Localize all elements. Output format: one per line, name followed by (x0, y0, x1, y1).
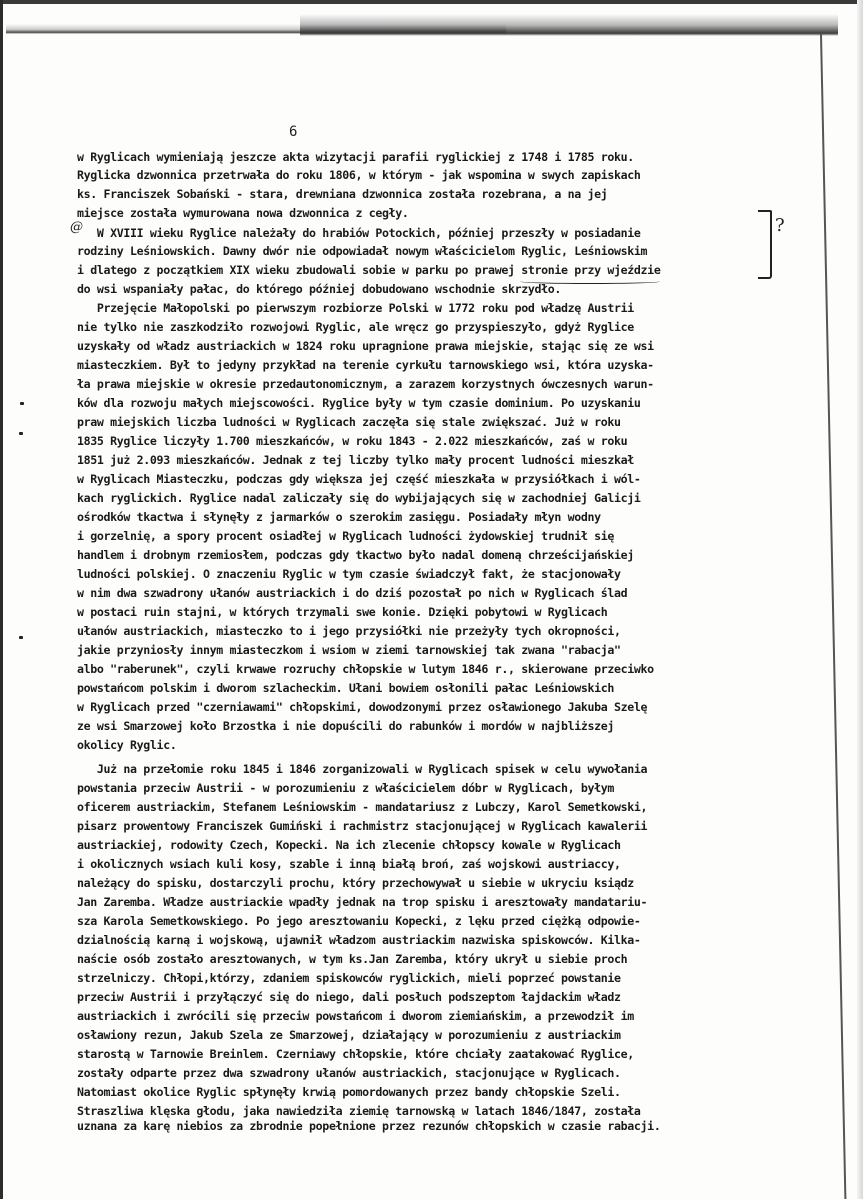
text-line: starostą w Tarnowie Breinlem. Czerniawy chłopskie, które chciały zaatakować Ryglice, (77, 1047, 634, 1061)
scan-right-shadow (857, 0, 863, 1199)
text-line: powstania przeciw Austrii - w porozumieniu z właścicielem dóbr w Ryglicach, byłym (77, 781, 615, 795)
text-line: Ryglicka dzwonnica przetrwała do roku 1806, w którym - jak wspomina w swych zapiskach (77, 168, 641, 182)
text-line: 1851 już 2.093 mieszkańców. Jednak z tej liczby tylko mały procent ludności mieszkał (77, 453, 634, 467)
text-line: ków dla rozwoju małych miejscowości. Ryglice były w tym czasie dominium. Po uzyskaniu (77, 396, 641, 410)
text-line: 1835 Ryglice liczyły 1.700 mieszkańców, w roku 1843 - 2.022 mieszkańców, zaś w roku (77, 434, 628, 448)
text-line: okolicy Ryglic. (77, 738, 177, 752)
punch-hole-mark (19, 432, 23, 435)
text-line: należący do spisku, dostarczyli prochu, który przechowywał u siebie w ukryciu ksiądz (77, 876, 634, 890)
text-line: sza Karola Semetkowskiego. Po jego aresztowaniu Kopecki, z lęku przed ciężką odpowie- (77, 914, 641, 928)
text-line: w Ryglicach przed "czerniawami" chłopskimi, dowodzonymi przez osławionego Jakuba Szelę (77, 700, 648, 714)
punch-hole-mark (19, 636, 23, 639)
text-line: Już na przełomie roku 1845 i 1846 zorganizowali w Ryglicach spisek w celu wywołania (77, 762, 648, 776)
text-line: powstańcom polskim i dworom szlacheckim. Ułani bowiem osłonili pałac Leśniowskich (77, 681, 615, 695)
text-line: praw miejskich liczba ludności w Ryglicach zaczęła się stale zwiększać. Już w roku (77, 415, 621, 429)
text-line: naście osób zostało aresztowanych, w tym ks.Jan Zaremba, który ukrył u siebie proch (77, 952, 628, 966)
text-line: ze wsi Smarzowej koło Brzostka i nie dopuścili do rabunków i mordów w najbliższej (77, 719, 615, 733)
margin-bracket-annotation (758, 210, 772, 279)
text-line: zostały odparte przez dwa szwadrony ułanów austriackich, stacjonujące w Ryglicach. (77, 1066, 621, 1080)
text-line: ośrodków tkactwa i słynęły z jarmarków o szerokim zasięgu. Posiadały młyn wodny (77, 510, 601, 524)
text-line: dzialnością karną i wojskową, ujawnił władzom austriackim nazwiska spiskowców. Kilka- (77, 933, 641, 947)
text-line: w nim dwa szwadrony ułanów austriackich i do dziś pozostał po nich w Ryglicach ślad (77, 586, 628, 600)
text-line: uzyskały od władz austriackich w 1824 roku upragnione prawa miejskie, stając się ze wsi (77, 339, 654, 353)
right-margin-rule (820, 34, 846, 1199)
text-line: Natomiast okolice Ryglic spłynęły krwią pomordowanych przez bandy chłopskie Szeli. (77, 1085, 621, 1099)
punch-hole-mark (20, 402, 24, 405)
margin-annotation-left: @ (70, 220, 83, 235)
text-line: ułanów austriackich, miasteczko to i jego przysiółki nie przeżyły tych okropności, (77, 624, 621, 638)
text-line: jakie przyniosły innym miasteczkom i wsiom w ziemi tarnowskiej tak zwana "rabacja" (77, 643, 621, 657)
text-line: i gorzelnię, a spory procent osiadłej w Ryglicach ludności żydowskiej trudnił się (77, 529, 615, 543)
text-line: uznana za karę niebios za zbrodnie popełnione przez rezunów chłopskich w czasie rabacji. (77, 1119, 661, 1133)
text-line: i okolicznych wsiach kuli kosy, szable i inną białą broń, zaś wojskowi austriaccy, (77, 857, 621, 871)
text-line: pisarz prowentowy Franciszek Gumiński i rachmistrz stacjonującej w Ryglicach kawalerii (77, 819, 648, 833)
margin-question-mark: ? (775, 215, 785, 236)
text-line: ła prawa miejskie w okresie przedautonomicznym, a zarazem korzystnych ówczesnych warun- (77, 377, 654, 391)
text-line: rodziny Leśniowskich. Dawny dwór nie odpowiadał nowym właścicielom Ryglic, Leśniowskim (77, 244, 648, 258)
text-line: ludności polskiej. O znaczeniu Ryglic w tym czasie świadczył fakt, że stacjonowały (77, 567, 621, 581)
text-line: kach ryglickich. Ryglice nadal zaliczały się do wybijających się w zachodniej Galicji (77, 491, 641, 505)
text-line: w postaci ruin stajni, w których trzymali swe konie. Dzięki pobytowi w Ryglicach (77, 605, 608, 619)
text-line: nie tylko nie zaszkodziło rozwojowi Ryglic, ale wręcz go przyspieszyło, gdyż Ryglice (77, 320, 634, 334)
text-line: przeciw Austrii i przyłączyć się do niego, dali posłuch podszeptom łajdackim władz (77, 990, 621, 1004)
text-line: Jan Zaremba. Władze austriackie wpadły jednak na trop spisku i aresztowały mandatariu- (77, 895, 648, 909)
scan-top-border (0, 0, 863, 4)
text-line: handlem i drobnym rzemiosłem, podczas gdy tkactwo było nadal domeną chrześcijańskiej (77, 548, 634, 562)
text-line: albo "raberunek", czyli krwawe rozruchy chłopskie w lutym 1846 r., skierowane przeciwko (77, 662, 654, 676)
paper-top-edge-shadow (300, 14, 838, 36)
text-line: Straszliwa klęska głodu, jaka nawiedziła ziemię tarnowską w latach 1846/1847, została (77, 1104, 641, 1118)
text-line: w Ryglicach wymieniają jeszcze akta wizytacji parafii ryglickiej z 1748 i 1785 roku. (77, 150, 634, 164)
text-line: ks. Franciszek Sobański - stara, drewniana dzwonnica została rozebrana, a na jej (77, 187, 608, 201)
text-line: do wsi wspaniały pałac, do którego później dobudowano wschodnie skrzydło. (77, 282, 561, 296)
text-line: W XVIII wieku Ryglice należały do hrabiów Potockich, później przeszły w posiadanie (77, 226, 641, 240)
text-line: Przejęcie Małopolski po pierwszym rozbiorze Polski w 1772 roku pod władzę Austrii (77, 301, 634, 315)
text-line: austriackich i zwrócili się przeciw powstańcom i dworom ziemiańskim, a przewodził im (77, 1009, 634, 1023)
text-line: osławiony rezun, Jakub Szela ze Smarzowej, działający w porozumieniu z austriackim (77, 1028, 621, 1042)
text-line: w Ryglicach Miasteczku, podczas gdy większa jej część mieszkała w przysiółkach i wól- (77, 472, 641, 486)
text-line: oficerem austriackim, Stefanem Leśniowskim - mandatariusz z Lubczy, Karol Semetkowski, (77, 800, 648, 814)
scan-left-border (0, 0, 3, 1199)
text-line: austriackiej, rodowity Czech, Kopecki. Na ich zlecenie chłopscy kowale w Ryglicach (77, 838, 621, 852)
text-line: i dlatego z początkiem XIX wieku zbudowali sobie w parku po prawej stronie przy wjeździe (77, 263, 661, 277)
text-line: miasteczkiem. Był to jedyny przykład na terenie cyrkułu tarnowskiego wsi, która uzyska- (77, 358, 654, 372)
text-line: miejsce została wymurowana nowa dzwonnica z cegły. (77, 206, 409, 220)
page-number: 6 (289, 124, 298, 140)
text-line: strzelniczy. Chłopi,którzy, zdaniem spiskowców ryglickich, mieli poprzeć powstanie (77, 971, 621, 985)
